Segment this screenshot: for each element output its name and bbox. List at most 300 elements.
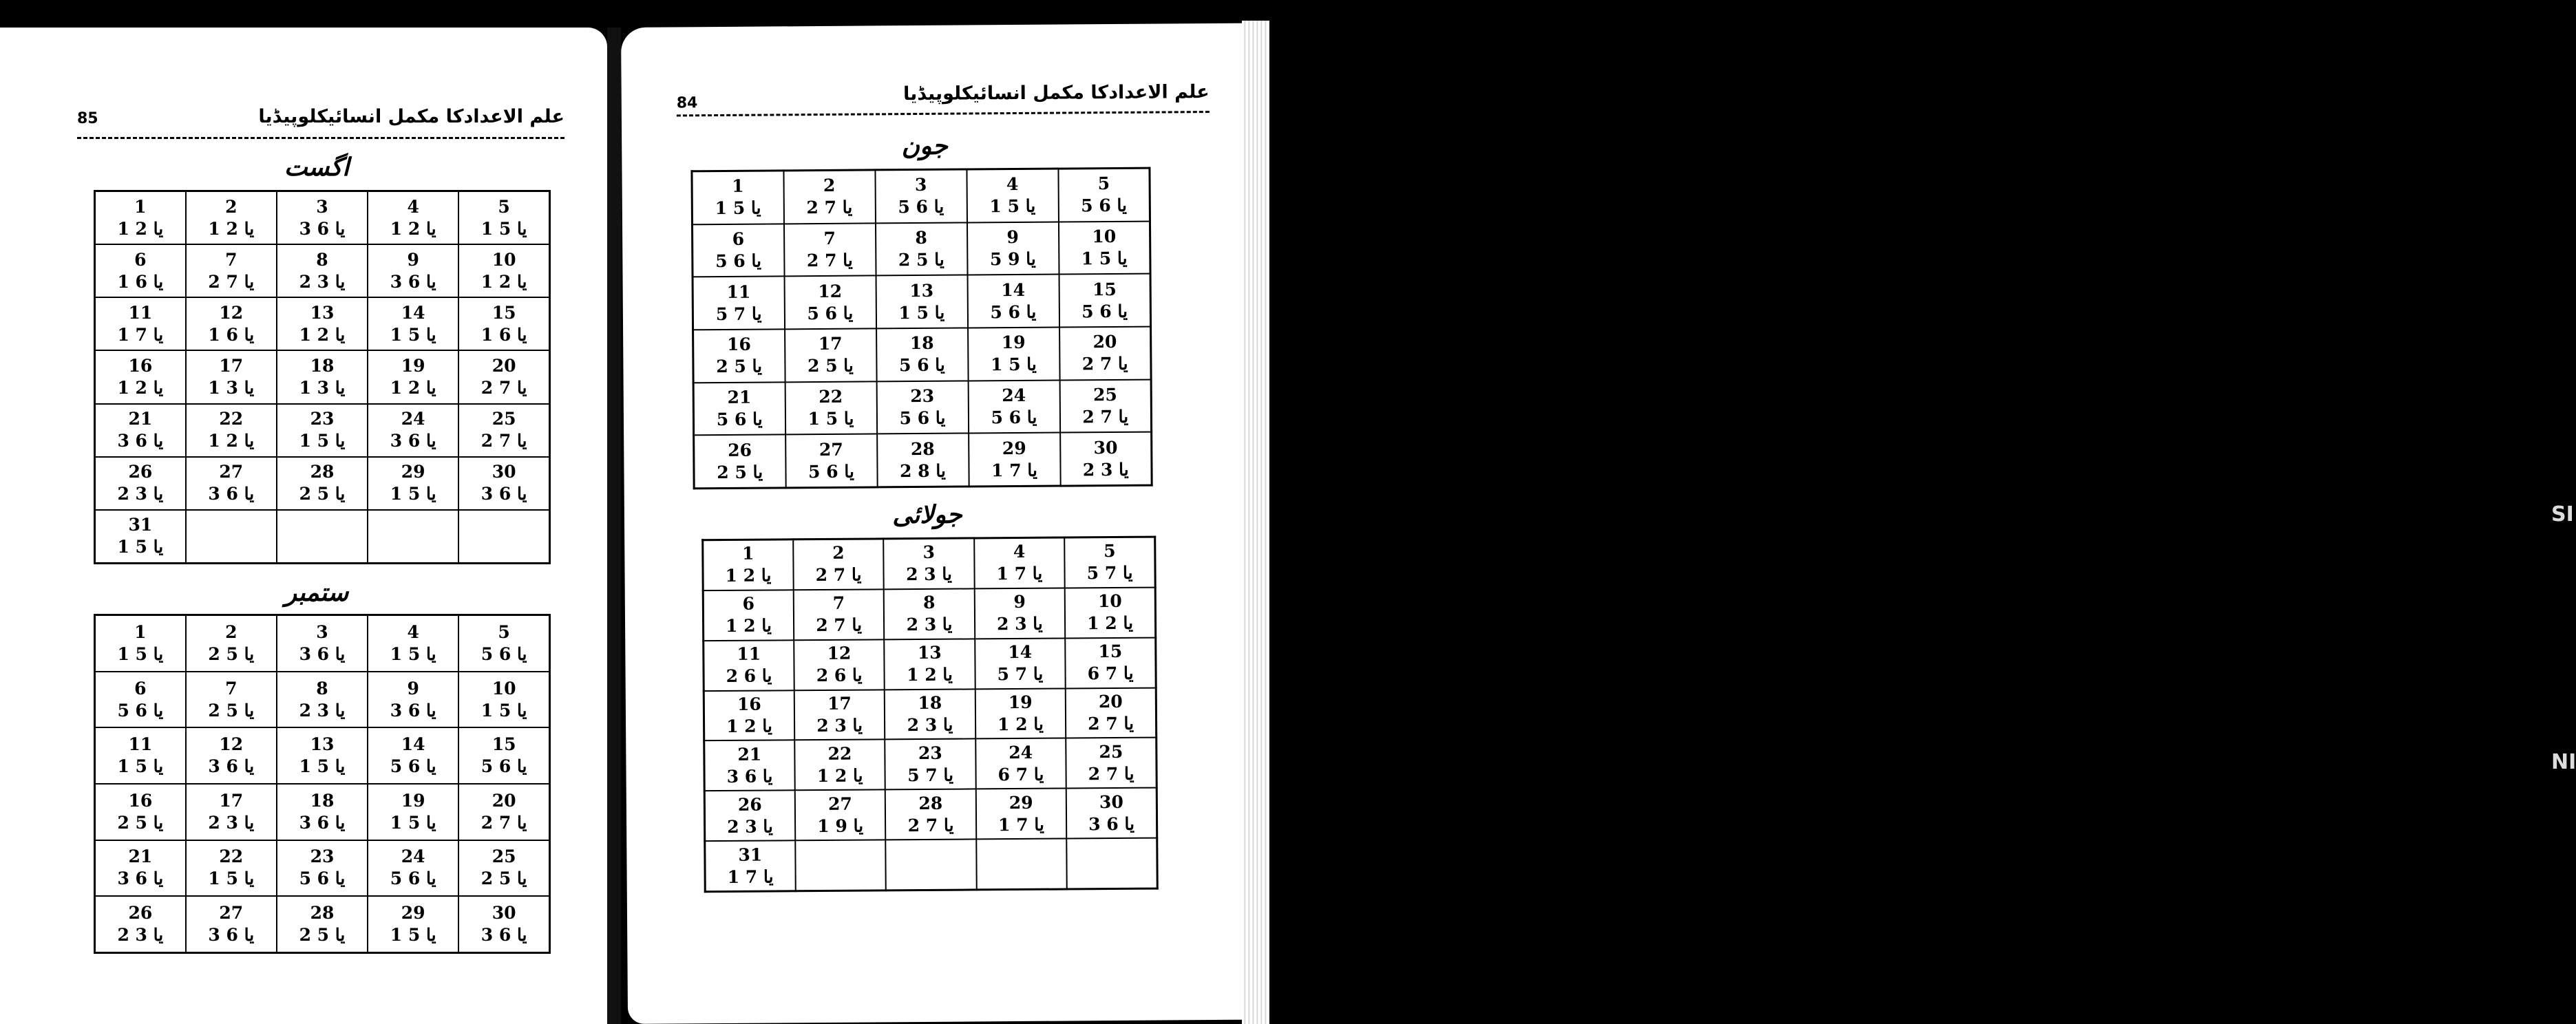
lucky-numbers: 1 یا 5 <box>117 537 164 557</box>
lucky-numbers: 1 یا 5 <box>898 302 945 323</box>
calendar-cell <box>277 615 368 672</box>
calendar-cell <box>277 896 368 952</box>
day-number: 5 <box>1097 173 1110 194</box>
calendar-row <box>95 727 550 784</box>
calendar-cell <box>95 510 186 564</box>
day-number: 13 <box>310 302 335 323</box>
lucky-numbers: 1 یا 2 <box>816 765 863 786</box>
calendar-table-september <box>94 614 551 954</box>
day-number: 25 <box>492 846 516 867</box>
day-number: 19 <box>401 790 425 811</box>
calendar-cell <box>95 840 186 897</box>
day-number: 20 <box>492 355 516 376</box>
book-gutter <box>607 28 621 1024</box>
day-number: 14 <box>401 734 425 755</box>
day-number: 2 <box>225 621 237 642</box>
calendar-cell <box>186 672 277 728</box>
lucky-numbers: 5 یا 6 <box>716 409 763 429</box>
calendar-cell <box>368 457 458 510</box>
lucky-numbers: 2 یا 6 <box>726 665 772 687</box>
calendar-cell <box>783 170 876 224</box>
calendar-cell <box>876 328 969 381</box>
lucky-numbers: 1 یا 2 <box>390 218 436 239</box>
calendar-table-august <box>94 190 551 564</box>
calendar-cell <box>876 381 969 434</box>
day-number: 30 <box>1093 437 1118 458</box>
calendar-cell <box>967 275 1059 328</box>
calendar-cell <box>368 191 458 245</box>
lucky-numbers: 2 یا 7 <box>1082 406 1129 427</box>
calendar-cell <box>277 727 368 784</box>
calendar-cell <box>704 690 794 741</box>
month-title-september: ستمبر <box>284 578 349 607</box>
calendar-cell <box>1065 587 1156 638</box>
day-number: 14 <box>1008 641 1033 663</box>
lucky-numbers: 3 یا 6 <box>390 271 436 292</box>
calendar-cell <box>694 435 786 489</box>
spine-text-bottom: NI <box>2551 750 2576 774</box>
day-number: 25 <box>1099 741 1123 762</box>
day-number: 28 <box>310 903 335 924</box>
lucky-numbers: 3 یا 6 <box>299 218 346 239</box>
day-number: 31 <box>128 515 153 535</box>
day-number: 16 <box>726 334 751 355</box>
lucky-numbers: 1 یا 2 <box>725 565 772 586</box>
calendar-cell <box>704 790 795 841</box>
calendar-cell <box>458 672 549 728</box>
lucky-numbers: 1 یا 3 <box>299 377 346 398</box>
calendar-cell <box>975 688 1066 739</box>
day-number: 22 <box>827 743 852 764</box>
day-number: 19 <box>1001 332 1026 353</box>
day-number: 5 <box>498 196 510 217</box>
calendar-cell <box>1064 537 1155 588</box>
lucky-numbers: 1 یا 5 <box>390 324 436 345</box>
lucky-numbers: 2 یا 5 <box>898 249 944 270</box>
lucky-numbers: 2 یا 3 <box>816 715 863 736</box>
lucky-numbers: 1 یا 5 <box>117 643 164 664</box>
lucky-numbers: 2 یا 7 <box>1081 354 1128 374</box>
lucky-numbers: 1 یا 5 <box>390 484 436 504</box>
lucky-numbers: 1 یا 2 <box>907 664 953 685</box>
day-number: 4 <box>1006 174 1019 195</box>
calendar-cell <box>277 297 368 350</box>
lucky-numbers: 2 یا 3 <box>907 714 953 736</box>
calendar-cell <box>277 244 368 297</box>
day-number: 14 <box>1001 279 1026 300</box>
calendar-cell <box>458 457 549 510</box>
lucky-numbers: 2 یا 5 <box>807 355 854 376</box>
calendar-cell <box>458 727 549 784</box>
lucky-numbers: 5 یا 7 <box>907 765 954 785</box>
lucky-numbers: 3 یا 6 <box>117 868 164 889</box>
book-title: علم الاعدادکا مکمل انسائیکلوپیڈیا <box>258 106 564 127</box>
day-number: 1 <box>134 196 147 217</box>
month-title-june: جون <box>901 131 948 161</box>
lucky-numbers: 1 یا 5 <box>390 643 436 664</box>
calendar-cell <box>458 350 549 403</box>
lucky-numbers: 2 یا 7 <box>806 198 853 218</box>
calendar-cell-empty <box>1066 838 1157 889</box>
calendar-cell <box>95 615 186 672</box>
day-number: 5 <box>498 621 510 642</box>
calendar-cell <box>974 537 1065 588</box>
day-number: 12 <box>219 302 244 323</box>
day-number: 25 <box>492 409 516 429</box>
calendar-cell <box>277 191 368 245</box>
day-number: 4 <box>407 621 419 642</box>
lucky-numbers: 5 یا 6 <box>390 756 436 777</box>
lucky-numbers: 5 یا 6 <box>299 868 346 889</box>
lucky-numbers: 3 یا 6 <box>299 812 346 833</box>
lucky-numbers: 3 یا 6 <box>208 756 255 777</box>
calendar-cell <box>95 244 186 297</box>
calendar-cell <box>883 538 974 589</box>
calendar-cell <box>458 297 549 350</box>
calendar-row <box>703 587 1155 640</box>
lucky-numbers: 3 یا 6 <box>117 431 164 451</box>
lucky-numbers: 2 یا 5 <box>717 462 763 482</box>
calendar-cell <box>877 434 969 487</box>
calendar-cell <box>968 380 1060 434</box>
calendar-cell <box>785 381 877 435</box>
lucky-numbers: 1 یا 2 <box>390 377 436 398</box>
page-edges <box>1242 21 1269 1024</box>
day-number: 30 <box>492 462 516 482</box>
page-header <box>622 81 1249 127</box>
day-number: 23 <box>910 385 935 406</box>
month-title-august: اگست <box>284 153 350 182</box>
calendar-cell <box>1066 687 1157 738</box>
day-number: 3 <box>914 175 927 195</box>
spine-text-top: SI <box>2551 502 2574 526</box>
day-number: 21 <box>737 744 762 765</box>
calendar-cell <box>875 169 967 223</box>
lucky-numbers: 1 یا 7 <box>996 564 1043 584</box>
day-number: 8 <box>923 593 936 613</box>
lucky-numbers: 2 یا 7 <box>481 377 527 398</box>
calendar-cell <box>95 191 186 245</box>
calendar-cell <box>458 244 549 297</box>
month-title-july: جولائی <box>892 500 962 530</box>
calendar-cell <box>1058 168 1150 222</box>
lucky-numbers: 2 یا 3 <box>906 614 953 635</box>
lucky-numbers: 2 یا 7 <box>816 615 863 636</box>
lucky-numbers: 2 یا 7 <box>1088 763 1134 785</box>
day-number: 24 <box>401 846 425 867</box>
day-number: 17 <box>219 355 244 376</box>
day-number: 7 <box>832 593 845 614</box>
lucky-numbers: 1 یا 5 <box>390 812 436 833</box>
lucky-numbers: 2 یا 3 <box>117 484 164 504</box>
day-number: 16 <box>128 790 153 811</box>
lucky-numbers: 1 یا 7 <box>997 814 1044 835</box>
calendar-cell-empty <box>976 839 1067 890</box>
lucky-numbers: 1 یا 2 <box>726 615 772 637</box>
calendar-cell <box>974 588 1065 639</box>
lucky-numbers: 1 یا 5 <box>807 408 854 429</box>
lucky-numbers: 1 یا 9 <box>817 815 864 836</box>
calendar-cell <box>884 588 975 639</box>
lucky-numbers: 2 یا 5 <box>299 484 346 504</box>
calendar-row <box>704 788 1157 841</box>
day-number: 8 <box>316 678 328 698</box>
lucky-numbers: 2 یا 5 <box>208 700 255 721</box>
day-number: 3 <box>316 196 328 217</box>
day-number: 7 <box>225 678 237 698</box>
day-number: 13 <box>917 642 942 663</box>
day-number: 2 <box>832 543 845 564</box>
day-number: 15 <box>492 734 516 755</box>
day-number: 9 <box>407 678 419 698</box>
calendar-row <box>95 297 550 350</box>
calendar-row <box>95 840 550 897</box>
day-number: 2 <box>823 175 836 196</box>
lucky-numbers: 2 یا 5 <box>481 868 527 889</box>
day-number: 16 <box>128 355 153 376</box>
lucky-numbers: 2 یا 3 <box>117 925 164 946</box>
lucky-numbers: 1 یا 7 <box>727 866 774 887</box>
lucky-numbers: 5 یا 6 <box>481 643 527 664</box>
day-number: 26 <box>737 794 762 815</box>
calendar-cell <box>368 615 458 672</box>
lucky-numbers: 1 یا 2 <box>208 431 255 451</box>
calendar-cell <box>95 784 186 840</box>
calendar-row <box>95 457 550 510</box>
calendar-cell <box>95 297 186 350</box>
day-number: 12 <box>827 643 852 664</box>
calendar-cell <box>693 277 785 330</box>
calendar-cell <box>692 171 784 224</box>
calendar-cell <box>458 191 549 245</box>
lucky-numbers: 5 یا 6 <box>1081 301 1128 321</box>
calendar-cell <box>277 404 368 457</box>
day-number: 5 <box>1104 541 1116 562</box>
day-number: 11 <box>726 281 751 302</box>
day-number: 13 <box>310 734 335 755</box>
lucky-numbers: 3 یا 6 <box>208 925 255 946</box>
day-number: 17 <box>219 790 244 811</box>
day-number: 10 <box>1097 591 1122 612</box>
day-number: 15 <box>1098 641 1123 662</box>
day-number: 15 <box>492 302 516 323</box>
calendar-cell <box>1060 432 1152 486</box>
lucky-numbers: 2 یا 3 <box>299 271 346 292</box>
day-number: 18 <box>909 333 934 354</box>
calendar-cell <box>458 840 549 897</box>
day-number: 24 <box>401 409 425 429</box>
calendar-cell <box>458 615 549 672</box>
calendar-row <box>704 637 1156 690</box>
day-number: 27 <box>827 793 852 814</box>
calendar-row <box>95 191 550 245</box>
calendar-cell <box>704 640 794 691</box>
lucky-numbers: 3 یا 6 <box>390 700 436 721</box>
lucky-numbers: 2 یا 7 <box>806 250 853 271</box>
lucky-numbers: 1 یا 6 <box>208 324 255 345</box>
lucky-numbers: 1 یا 7 <box>117 324 164 345</box>
lucky-numbers: 5 یا 6 <box>991 407 1037 428</box>
calendar-cell <box>703 590 794 641</box>
lucky-numbers: 5 یا 6 <box>807 303 854 323</box>
day-number: 12 <box>219 734 244 755</box>
lucky-numbers: 5 یا 6 <box>481 756 527 777</box>
day-number: 29 <box>1009 792 1033 813</box>
day-number: 24 <box>1009 742 1033 762</box>
calendar-row <box>95 672 550 728</box>
calendar-row <box>693 379 1152 435</box>
calendar-cell <box>884 639 975 690</box>
calendar-cell <box>969 433 1061 487</box>
day-number: 7 <box>225 249 237 270</box>
calendar-cell-empty <box>368 510 458 564</box>
calendar-row <box>95 404 550 457</box>
lucky-numbers: 2 یا 5 <box>716 356 763 377</box>
lucky-numbers: 6 یا 7 <box>997 764 1044 785</box>
lucky-numbers: 2 یا 3 <box>996 614 1043 634</box>
day-number: 20 <box>1092 332 1117 352</box>
calendar-cell <box>95 457 186 510</box>
calendar-cell <box>1059 327 1152 381</box>
calendar-cell <box>693 382 785 436</box>
lucky-numbers: 3 یا 6 <box>481 925 527 946</box>
calendar-cell <box>793 539 884 590</box>
day-number: 10 <box>1092 226 1117 247</box>
calendar-cell <box>975 638 1066 689</box>
day-number: 27 <box>819 439 843 460</box>
lucky-numbers: 3 یا 6 <box>299 643 346 664</box>
calendar-cell <box>1066 788 1157 839</box>
lucky-numbers: 1 یا 5 <box>481 700 527 721</box>
day-number: 20 <box>492 790 516 811</box>
calendar-cell <box>975 738 1066 789</box>
day-number: 18 <box>310 790 335 811</box>
calendar-cell <box>277 784 368 840</box>
calendar-cell <box>95 350 186 403</box>
day-number: 27 <box>219 462 244 482</box>
day-number: 4 <box>1013 542 1026 562</box>
day-number: 10 <box>492 678 516 698</box>
calendar-cell <box>885 739 976 790</box>
day-number: 12 <box>818 281 843 301</box>
calendar-cell <box>1065 637 1156 688</box>
calendar-cell <box>794 690 885 740</box>
calendar-cell <box>186 404 277 457</box>
calendar-cell <box>704 740 795 791</box>
calendar-cell <box>186 297 277 350</box>
day-number: 23 <box>310 409 335 429</box>
calendar-cell <box>705 840 796 891</box>
day-number: 18 <box>310 355 335 376</box>
day-number: 2 <box>225 196 237 217</box>
lucky-numbers: 1 یا 5 <box>990 354 1037 375</box>
lucky-numbers: 5 یا 6 <box>898 197 944 217</box>
calendar-cell <box>1059 274 1151 328</box>
day-number: 8 <box>915 227 927 248</box>
calendar-cell <box>885 789 976 840</box>
day-number: 25 <box>1092 384 1117 405</box>
calendar-cell-empty <box>186 510 277 564</box>
day-number: 11 <box>737 643 761 664</box>
calendar-row <box>95 615 550 672</box>
calendar-cell-empty <box>277 510 368 564</box>
lucky-numbers: 5 یا 7 <box>997 663 1044 685</box>
calendar-cell <box>794 740 885 791</box>
calendar-cell <box>693 329 785 383</box>
lucky-numbers: 1 یا 5 <box>299 756 346 777</box>
lucky-numbers: 3 یا 6 <box>726 766 773 787</box>
lucky-numbers: 1 یا 5 <box>1081 248 1128 269</box>
calendar-cell <box>186 840 277 897</box>
lucky-numbers: 2 یا 3 <box>299 700 346 721</box>
lucky-numbers: 5 یا 6 <box>990 301 1037 322</box>
lucky-numbers: 5 یا 6 <box>808 461 855 482</box>
day-number: 28 <box>910 438 935 459</box>
page-number: 85 <box>77 110 98 127</box>
lucky-numbers: 2 یا 3 <box>727 816 774 837</box>
day-number: 26 <box>728 440 752 460</box>
lucky-numbers: 2 یا 7 <box>481 431 527 451</box>
lucky-numbers: 1 یا 5 <box>299 431 346 451</box>
day-number: 30 <box>492 903 516 924</box>
calendar-cell <box>186 615 277 672</box>
lucky-numbers: 1 یا 2 <box>299 324 346 345</box>
calendar-cell <box>186 350 277 403</box>
lucky-numbers: 2 یا 7 <box>907 815 954 835</box>
book-spine-area <box>1269 0 2576 1024</box>
day-number: 23 <box>310 846 335 867</box>
lucky-numbers: 2 یا 5 <box>208 643 255 664</box>
lucky-numbers: 2 یا 3 <box>906 564 953 585</box>
calendar-row <box>693 274 1151 330</box>
day-number: 22 <box>819 386 843 407</box>
page-header <box>0 106 607 147</box>
calendar-cell <box>368 672 458 728</box>
left-page <box>0 28 607 1024</box>
calendar-cell <box>368 404 458 457</box>
calendar-cell <box>967 222 1059 275</box>
day-number: 17 <box>827 693 852 714</box>
lucky-numbers: 5 یا 9 <box>989 248 1036 270</box>
calendar-row <box>95 244 550 297</box>
day-number: 9 <box>1006 227 1019 248</box>
day-number: 7 <box>823 228 836 248</box>
calendar-cell <box>784 276 876 330</box>
lucky-numbers: 2 یا 6 <box>816 665 863 686</box>
day-number: 28 <box>918 793 943 813</box>
lucky-numbers: 1 یا 5 <box>481 218 527 239</box>
calendar-cell <box>368 896 458 952</box>
calendar-cell <box>186 244 277 297</box>
lucky-numbers: 1 یا 5 <box>208 868 255 889</box>
lucky-numbers: 3 یا 6 <box>390 431 436 451</box>
calendar-cell-empty <box>458 510 549 564</box>
calendar-row <box>95 510 550 564</box>
book-title: علم الاعدادکا مکمل انسائیکلوپیڈیا <box>902 81 1210 105</box>
calendar-cell <box>458 404 549 457</box>
calendar-cell <box>95 672 186 728</box>
day-number: 6 <box>134 678 147 698</box>
calendar-cell <box>975 789 1066 840</box>
lucky-numbers: 1 یا 5 <box>117 756 164 777</box>
calendar-cell <box>186 784 277 840</box>
calendar-row <box>703 537 1155 590</box>
calendar-cell <box>458 896 549 952</box>
calendar-row <box>705 838 1157 892</box>
lucky-numbers: 2 یا 7 <box>1088 713 1134 734</box>
lucky-numbers: 5 یا 7 <box>1086 563 1133 584</box>
lucky-numbers: 1 یا 5 <box>989 196 1036 217</box>
